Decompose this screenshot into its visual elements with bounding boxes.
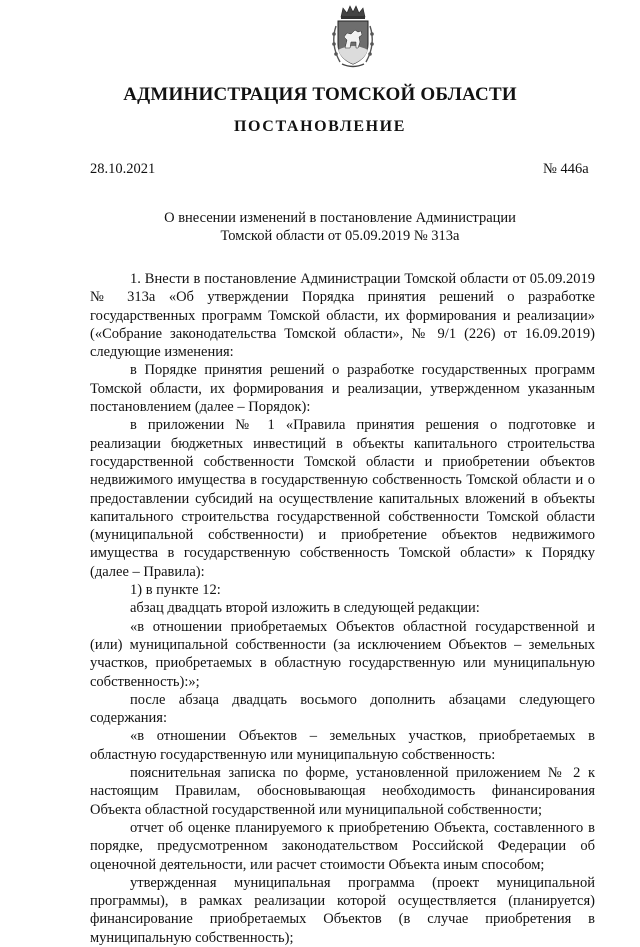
document-type: ПОСТАНОВЛЕНИЕ bbox=[234, 118, 406, 135]
subject-line: О внесении изменений в постановление Администрации bbox=[164, 210, 516, 226]
body-paragraph: «в отношении Объектов – земельных участков, приобретаемых в областную государственную или муниципальную собственность: bbox=[90, 728, 595, 763]
organization-title: АДМИНИСТРАЦИЯ ТОМСКОЙ ОБЛАСТИ bbox=[123, 84, 517, 105]
body-paragraph: отчет об оценке планируемого к приобретению Объекта, составленного в порядке, предусмотренном законодательством Российской Федерации об оценочной деятельности, или расчет стоимости Объекта иным способом; bbox=[90, 819, 595, 873]
body-paragraph: абзац двадцать второй изложить в следующей редакции: bbox=[130, 600, 480, 617]
body-paragraph: в приложении № 1 «Правила принятия решения о подготовке и реализации бюджетных инвестиций в объекты капитального строительства государственной собственности Томской области и приобретении объектов недвижимого имущества в государственную собственность Томской области и о предоставлении субсидий на осуществление капитальных вложений в объекты капитального строительства государственной собственности Томской области (муниципальной собственности) и приобретение объектов недвижимого имущества в государственную собственность Томской области» к Порядку (далее – Правила): bbox=[90, 417, 595, 580]
document-number: № 446а bbox=[543, 161, 589, 177]
document-date: 28.10.2021 bbox=[90, 161, 156, 177]
body-paragraph: «в отношении приобретаемых Объектов областной государственной и (или) муниципальной собственности (за исключением Объектов – земельных участков, приобретаемых в областную государственную или муниципальную собственность):»; bbox=[90, 618, 595, 690]
body-paragraph: пояснительная записка по форме, установленной приложением № 2 к настоящим Правилам, обосновывающая необходимость финансирования Объекта областной государственной или муниципальной собственности; bbox=[90, 765, 595, 818]
body-paragraph: после абзаца двадцать восьмого дополнить абзацами следующего содержания: bbox=[90, 691, 595, 727]
document-subject bbox=[90, 209, 590, 245]
body-paragraph: в Порядке принятия решений о разработке государственных программ Томской области, их формирования и реализации, утвержденном указанным постановлением (далее – Порядок): bbox=[90, 362, 595, 416]
body-paragraph: 1) в пункте 12: bbox=[130, 582, 221, 599]
coat-of-arms-icon bbox=[328, 4, 378, 70]
body-paragraph: 1. Внести в постановление Администрации Томской области от 05.09.2019 № 313а «Об утверждении Порядка принятия решений о разработке государственных программ Томской области, их формирования и реализации» («Собрание законодательства Томской области», № 9/1 (226) от 16.09.2019) следующие изменения: bbox=[90, 271, 595, 361]
body-paragraph: утвержденная муниципальная программа (проект муниципальной программы), в рамках реализации которой осуществляется (планируется) финансирование приобретаемых Объектов (в случае приобретения в муниципальную собственность); bbox=[90, 874, 595, 946]
subject-line: Томской области от 05.09.2019 № 313а bbox=[220, 228, 460, 244]
document-body bbox=[90, 270, 595, 947]
